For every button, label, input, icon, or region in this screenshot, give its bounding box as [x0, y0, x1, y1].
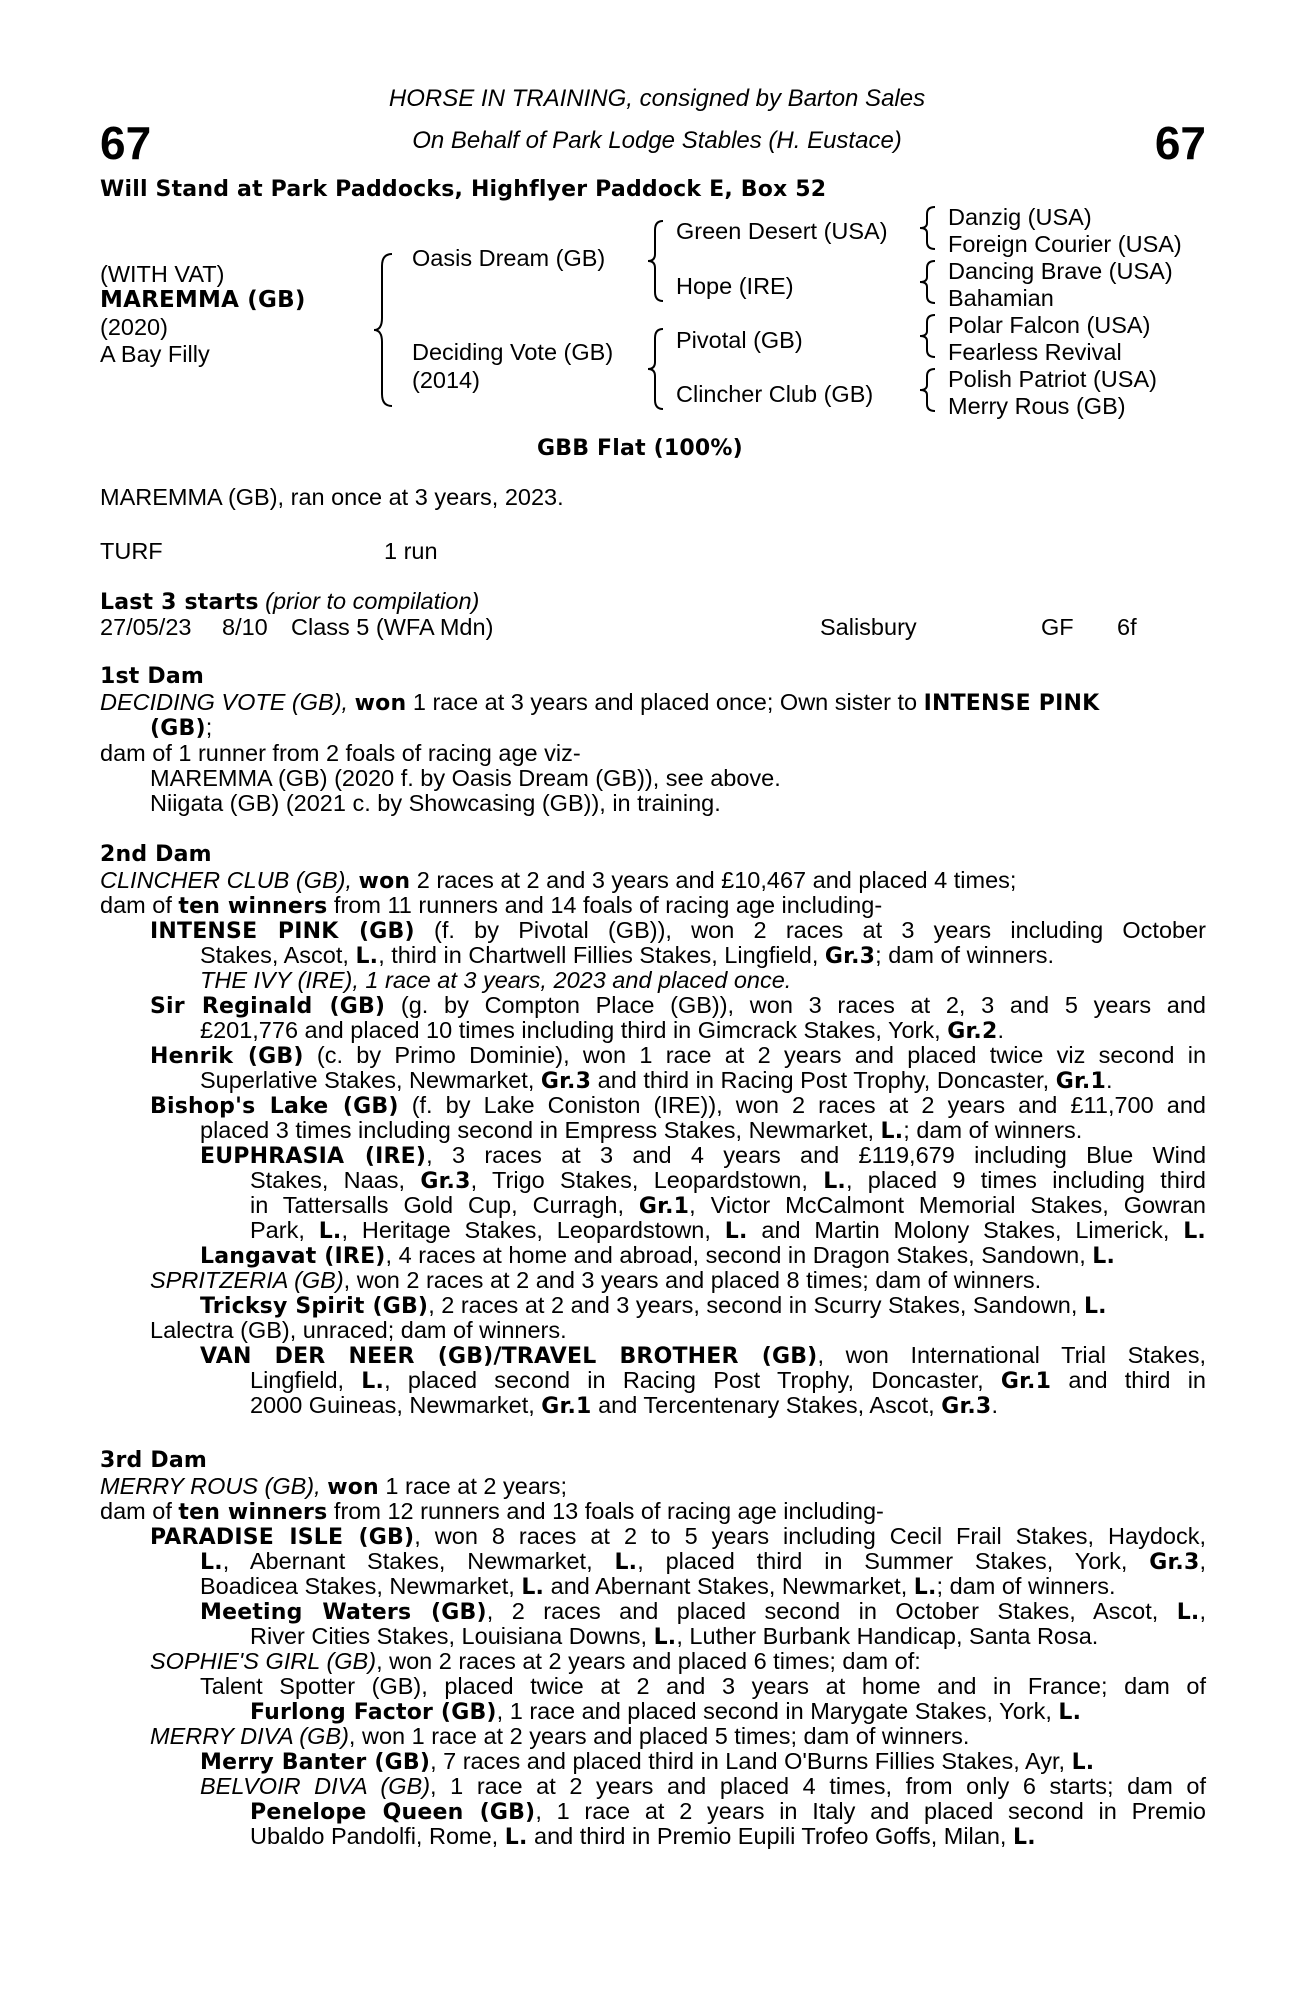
text: (f. by Pivotal (GB)), won 2 races at 3 years including October	[414, 917, 1206, 943]
start-position: 8/10	[222, 614, 268, 640]
text: ,	[1199, 1598, 1206, 1624]
brace-g34	[917, 258, 939, 306]
text: Gr.2	[947, 1019, 998, 1044]
race-summary: MAREMMA (GB), ran once at 3 years, 2023.	[100, 484, 564, 510]
text: L.	[913, 1575, 937, 1600]
text: in Tattersalls Gold Cup, Curragh,	[250, 1192, 639, 1218]
text: and third in Racing Post Trophy, Doncaster,	[591, 1067, 1056, 1093]
ancestor-3: Dancing Brave (USA)	[948, 258, 1173, 284]
second-dam-line	[200, 1143, 1206, 1170]
text: Merry Banter (GB)	[200, 1750, 431, 1775]
text: (f. by Lake Coniston (IRE)), won 2 races at 2 years and £11,700 and	[398, 1092, 1206, 1118]
text: ,	[345, 867, 359, 893]
ancestor-1: Danzig (USA)	[948, 204, 1092, 230]
text: L.	[823, 1169, 846, 1194]
start-course: Salisbury	[820, 614, 917, 640]
second-dam-line	[250, 1393, 1206, 1420]
text: , 1 race at 2 years and placed 4 times, from only 6 starts; dam of	[430, 1773, 1207, 1799]
first-dam-line-2	[150, 715, 1206, 742]
dam-sire: Pivotal (GB)	[676, 327, 803, 353]
text: Gr.3	[941, 1394, 992, 1419]
text: L.	[1183, 1219, 1206, 1244]
second-dam-line	[200, 1293, 1206, 1320]
third-dam-line	[250, 1799, 1206, 1826]
text: Park,	[250, 1217, 319, 1243]
text: Penelope Queen (GB)	[250, 1800, 536, 1825]
second-dam-line	[250, 1168, 1206, 1195]
text: , 4 races at home and abroad, second in Dragon Stakes, Sandown,	[385, 1242, 1093, 1268]
text: dam of	[100, 1498, 179, 1524]
text: , placed third in Summer Stakes, York,	[637, 1548, 1150, 1574]
text: Meeting Waters (GB)	[200, 1600, 487, 1625]
first-dam-line-5: Niigata (GB) (2021 c. by Showcasing (GB)), in training.	[150, 790, 721, 816]
text: (g. by Compton Place (GB)), won 3 races at 2, 3 and 5 years and	[385, 992, 1206, 1018]
brace-g78	[917, 366, 939, 414]
text: , 1 race at 2 years in Italy and placed second in Premio	[535, 1798, 1207, 1824]
text: L.	[355, 944, 379, 969]
text: L.	[880, 1119, 904, 1144]
second-dam-line	[200, 1243, 1206, 1270]
ancestor-5: Polar Falcon (USA)	[948, 312, 1151, 338]
ancestor-8: Merry Rous (GB)	[948, 393, 1126, 419]
text: L.	[361, 1369, 385, 1394]
third-dam-line	[150, 1524, 1206, 1551]
third-dam-line	[150, 1724, 1206, 1750]
text: L.	[200, 1550, 223, 1575]
text: won	[354, 691, 407, 716]
text: ten winners	[178, 894, 328, 919]
text: Gr.1	[638, 1194, 690, 1219]
text: Gr.1	[1000, 1369, 1052, 1394]
ancestor-4: Bahamian	[948, 285, 1054, 311]
text: DECIDING VOTE (GB),	[100, 689, 355, 715]
second-dam-line	[200, 968, 1206, 994]
text: SOPHIE'S GIRL (GB)	[150, 1648, 377, 1674]
text: L.	[1176, 1600, 1200, 1625]
text: L.	[504, 1825, 528, 1850]
second-dam-line	[150, 918, 1206, 945]
sire: Oasis Dream (GB)	[412, 245, 606, 271]
text: L.	[1071, 1750, 1095, 1775]
text: MERRY DIVA (GB)	[150, 1723, 349, 1749]
second-dam-line	[250, 1193, 1206, 1220]
text: Gr.3	[824, 944, 876, 969]
text: , 2 races and placed second in October Stakes, Ascot,	[486, 1598, 1177, 1624]
text: won	[358, 869, 411, 894]
stand-location: Will Stand at Park Paddocks, Highflyer Paddock E, Box 52	[100, 177, 827, 202]
text: (GB)	[150, 716, 206, 741]
text: L.	[1092, 1244, 1116, 1269]
text: Bishop's Lake (GB)	[150, 1094, 399, 1119]
text: 2000 Guineas, Newmarket,	[250, 1392, 542, 1418]
text: 1 race at 2 years;	[378, 1473, 567, 1499]
text: Gr.3	[1149, 1550, 1200, 1575]
text: and Abernant Stakes, Newmarket,	[544, 1573, 914, 1599]
second-dam-line	[200, 943, 1206, 970]
text: Tricksy Spirit (GB)	[200, 1294, 429, 1319]
text: Gr.3	[420, 1169, 471, 1194]
text: Superlative Stakes, Newmarket,	[200, 1067, 541, 1093]
second-dam-line	[100, 868, 1206, 895]
text: , 1 race and placed second in Marygate Stakes, York,	[496, 1698, 1059, 1724]
text: dam of	[100, 892, 179, 918]
first-dam-heading: 1st Dam	[100, 664, 205, 689]
text: Gr.1	[1055, 1069, 1106, 1094]
dam-year: (2014)	[412, 367, 480, 393]
third-dam-line	[200, 1749, 1206, 1776]
text: and Martin Molony Stakes, Limerick,	[747, 1217, 1184, 1243]
text: L.	[1083, 1294, 1107, 1319]
text: ,	[1199, 1548, 1206, 1574]
last-starts-header	[100, 589, 479, 615]
dam-dam: Clincher Club (GB)	[676, 381, 874, 407]
third-dam-line	[200, 1599, 1206, 1626]
second-dam-heading: 2nd Dam	[100, 842, 212, 867]
gbb-rating: GBB Flat (100%)	[537, 436, 743, 461]
text: L.	[521, 1575, 545, 1600]
third-dam-line	[150, 1649, 1206, 1675]
second-dam-line	[200, 1068, 1206, 1095]
start-distance: 6f	[1117, 614, 1137, 640]
horse-description: A Bay Filly	[100, 341, 210, 367]
second-dam-line	[150, 993, 1206, 1020]
text: , placed second in Racing Post Trophy, Doncaster,	[384, 1367, 1001, 1393]
second-dam-line: Lalectra (GB), unraced; dam of winners.	[150, 1317, 567, 1343]
text: (c. by Primo Dominie), won 1 race at 2 years and placed twice viz second in	[303, 1042, 1207, 1068]
pedigree-brace-main	[370, 250, 400, 410]
text: , won 8 races at 2 to 5 years including Cecil Frail Stakes, Haydock,	[414, 1523, 1206, 1549]
text: , 7 races and placed third in Land O'Burns Fillies Stakes, Ayr,	[430, 1748, 1072, 1774]
text: Boadicea Stakes, Newmarket,	[200, 1573, 522, 1599]
text: L.	[653, 1625, 677, 1650]
ancestor-7: Polish Patriot (USA)	[948, 366, 1157, 392]
text: INTENSE PINK	[923, 691, 1100, 716]
text: BELVOIR DIVA (GB)	[200, 1773, 431, 1799]
second-dam-line	[200, 1118, 1206, 1145]
third-dam-line	[250, 1699, 1206, 1726]
text: 1 race at 3 years and placed once; Own sister to	[406, 689, 924, 715]
third-dam-line	[100, 1474, 1206, 1501]
text: , won International Trial Stakes,	[817, 1342, 1206, 1368]
text: MERRY ROUS (GB)	[100, 1473, 315, 1499]
ancestor-6: Fearless Revival	[948, 339, 1122, 365]
pedigree-brace-dam	[645, 326, 667, 412]
third-dam-line	[200, 1574, 1206, 1601]
first-dam-line-4: MAREMMA (GB) (2020 f. by Oasis Dream (GB)), see above.	[150, 765, 781, 791]
text: from 11 runners and 14 foals of racing age including-	[327, 892, 883, 918]
first-dam-line-1	[100, 690, 1206, 717]
text: Henrik (GB)	[150, 1044, 304, 1069]
start-race: Class 5 (WFA Mdn)	[291, 614, 494, 640]
text: EUPHRASIA (IRE)	[200, 1144, 427, 1169]
sire-dam: Hope (IRE)	[676, 273, 794, 299]
consignment-line: HORSE IN TRAINING, consigned by Barton Sales	[388, 85, 926, 112]
text: , 1 race at 3 years, 2023 and placed once.	[352, 967, 792, 993]
text: L.	[614, 1550, 638, 1575]
on-behalf-line: On Behalf of Park Lodge Stables (H. Eustace)	[412, 127, 902, 154]
second-dam-line	[150, 1043, 1206, 1070]
ancestor-2: Foreign Courier (USA)	[948, 231, 1182, 257]
text: VAN DER NEER (GB)/TRAVEL BROTHER (GB)	[200, 1344, 818, 1369]
text: , Heritage Stakes, Leopardstown,	[341, 1217, 725, 1243]
third-dam-line	[100, 1499, 1206, 1526]
horse-name: MAREMMA (GB)	[100, 287, 306, 313]
last-starts-heading: Last 3 starts	[100, 590, 259, 615]
third-dam-heading: 3rd Dam	[100, 1448, 207, 1473]
text: ten winners	[178, 1500, 328, 1525]
text: ;	[205, 714, 213, 740]
text: L.	[1012, 1825, 1036, 1850]
dam: Deciding Vote (GB)	[412, 339, 614, 365]
text: and third in Premio Eupili Trofeo Goffs, Milan,	[527, 1823, 1013, 1849]
text: , won 2 races at 2 and 3 years and placed 8 times; dam of winners.	[343, 1267, 1042, 1293]
text: , placed 9 times including third	[845, 1167, 1206, 1193]
text: THE IVY (IRE)	[200, 967, 353, 993]
text: L.	[1058, 1700, 1082, 1725]
turf-label: TURF	[100, 538, 163, 564]
text: from 12 runners and 13 foals of racing age including-	[327, 1498, 884, 1524]
text: .	[1105, 1067, 1113, 1093]
third-dam-line	[250, 1824, 1206, 1851]
text: Stakes, Ascot,	[200, 942, 356, 968]
text: PARADISE ISLE (GB)	[150, 1525, 415, 1550]
second-dam-line	[200, 1343, 1206, 1370]
text: £201,776 and placed 10 times including third in Gimcrack Stakes, York,	[200, 1017, 948, 1043]
text: Sir Reginald (GB)	[150, 994, 386, 1019]
third-dam-line	[250, 1624, 1206, 1651]
third-dam-line	[200, 1549, 1206, 1576]
text: , won 1 race at 2 years and placed 5 times; dam of winners.	[348, 1723, 970, 1749]
text: River Cities Stakes, Louisiana Downs,	[250, 1623, 654, 1649]
text: Gr.1	[541, 1394, 592, 1419]
text: won	[327, 1475, 379, 1500]
lot-number-right: 67	[1154, 117, 1206, 169]
text: Stakes, Naas,	[250, 1167, 421, 1193]
text: , Victor McCalmont Memorial Stakes, Gowran	[689, 1192, 1206, 1218]
text: .	[991, 1392, 998, 1418]
text: , Abernant Stakes, Newmarket,	[222, 1548, 615, 1574]
text: ,	[314, 1473, 328, 1499]
start-date: 27/05/23	[100, 614, 192, 640]
second-dam-line	[250, 1218, 1206, 1245]
text: , won 2 races at 2 years and placed 6 times; dam of:	[376, 1648, 921, 1674]
text: SPRITZERIA (GB)	[150, 1267, 344, 1293]
text: Furlong Factor (GB)	[250, 1700, 497, 1725]
text: L.	[318, 1219, 342, 1244]
second-dam-line	[200, 1018, 1206, 1045]
third-dam-line: Talent Spotter (GB), placed twice at 2 and 3 years at home and in France; dam of	[200, 1673, 1206, 1699]
pedigree-brace-sire	[645, 218, 667, 304]
text: ; dam of winners.	[936, 1573, 1116, 1599]
brace-g12	[917, 204, 939, 252]
first-dam-line-3: dam of 1 runner from 2 foals of racing age viz-	[100, 740, 581, 766]
text: Langavat (IRE)	[200, 1244, 386, 1269]
text: Gr.3	[540, 1069, 592, 1094]
text: Ubaldo Pandolfi, Rome,	[250, 1823, 505, 1849]
text: ; dam of winners.	[875, 942, 1055, 968]
text: ; dam of winners.	[903, 1117, 1083, 1143]
text: L.	[724, 1219, 748, 1244]
third-dam-line	[200, 1774, 1206, 1800]
turf-runs: 1 run	[384, 538, 438, 564]
second-dam-line	[150, 1093, 1206, 1120]
sire-sire: Green Desert (USA)	[676, 218, 888, 244]
text: , Trigo Stakes, Leopardstown,	[470, 1167, 824, 1193]
text: .	[997, 1017, 1004, 1043]
second-dam-line	[150, 1268, 1206, 1294]
vat-note: (WITH VAT)	[100, 261, 225, 287]
start-going: GF	[1041, 614, 1074, 640]
last-starts-note: (prior to compilation)	[265, 588, 480, 614]
text: 2 races at 2 and 3 years and £10,467 and placed 4 times;	[410, 867, 1017, 893]
text: placed 3 times including second in Empress Stakes, Newmarket,	[200, 1117, 881, 1143]
text: , 2 races at 2 and 3 years, second in Scurry Stakes, Sandown,	[428, 1292, 1084, 1318]
text: , 3 races at 3 and 4 years and £119,679 including Blue Wind	[426, 1142, 1207, 1168]
brace-g56	[917, 312, 939, 360]
text: Lingfield,	[250, 1367, 362, 1393]
text: and third in	[1051, 1367, 1206, 1393]
text: and Tercentenary Stakes, Ascot,	[591, 1392, 942, 1418]
second-dam-line	[250, 1368, 1206, 1395]
text: CLINCHER CLUB (GB)	[100, 867, 346, 893]
text: , third in Chartwell Fillies Stakes, Lingfield,	[378, 942, 825, 968]
text: , Luther Burbank Handicap, Santa Rosa.	[676, 1623, 1099, 1649]
lot-number-left: 67	[100, 117, 152, 169]
horse-year: (2020)	[100, 314, 168, 340]
second-dam-line	[100, 893, 1206, 920]
text: INTENSE PINK (GB)	[150, 919, 415, 944]
